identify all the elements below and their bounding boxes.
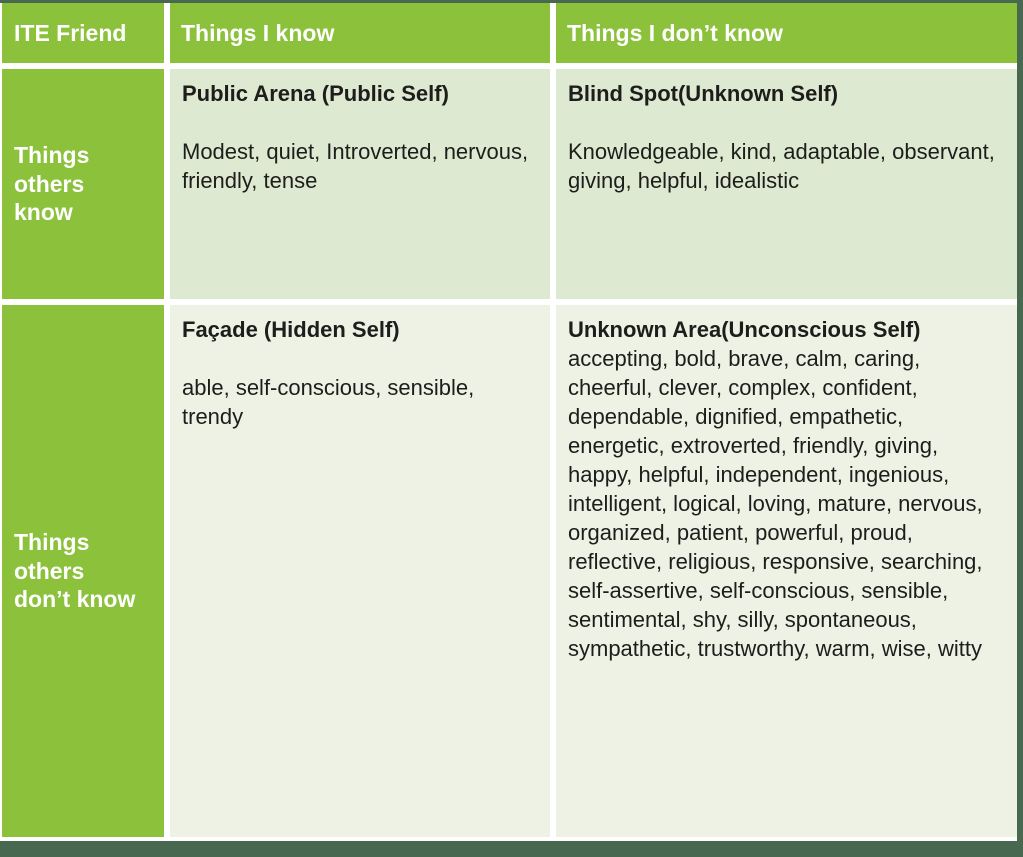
- johari-window-table: [0, 3, 1017, 841]
- cell-facade: [170, 305, 550, 837]
- cell-title: Public Arena (Public Self): [182, 81, 449, 106]
- cell-items: Modest, quiet, Introverted, nervous, friendly, tense: [182, 139, 529, 193]
- cell-items: accepting, bold, brave, calm, caring, cheerful, clever, complex, confident, dependable, dignified, empathetic, energetic, extroverted, friendly, giving, happy, helpful, independent, ingenious, intelligent, logical, loving, mature, nervous, organized, patient, powerful, proud, reflective, religious, responsive, searching, self-assertive, self-conscious, sensible, sentimental, shy, silly, spontaneous, sympathetic, trustworthy, warm, wise, witty: [568, 346, 983, 661]
- column-header-things-i-know: [170, 3, 550, 63]
- column-header-things-i-dont-know: [556, 3, 1017, 63]
- row-header-things-others-dont-know: [2, 305, 164, 837]
- row-header-label: Things others know: [14, 141, 90, 226]
- column-header-label: Things I know: [181, 19, 335, 46]
- table-grid: [0, 3, 1017, 841]
- cell-title: Façade (Hidden Self): [182, 317, 400, 342]
- cell-items: able, self-conscious, sensible, trendy: [182, 375, 475, 429]
- cell-unknown-area: [556, 305, 1017, 837]
- column-header-label: Things I don’t know: [567, 19, 783, 46]
- cell-items: Knowledgeable, kind, adaptable, observant, giving, helpful, idealistic: [568, 139, 995, 193]
- corner-header-cell: [2, 3, 164, 63]
- row-header-label: Things others don’t know: [14, 528, 136, 613]
- corner-header-label: ITE Friend: [14, 19, 127, 46]
- cell-title: Blind Spot(Unknown Self): [568, 81, 839, 106]
- cell-title: Unknown Area(Unconscious Self): [568, 317, 921, 342]
- cell-blind-spot: [556, 69, 1017, 299]
- row-header-things-others-know: [2, 69, 164, 299]
- cell-public-arena: [170, 69, 550, 299]
